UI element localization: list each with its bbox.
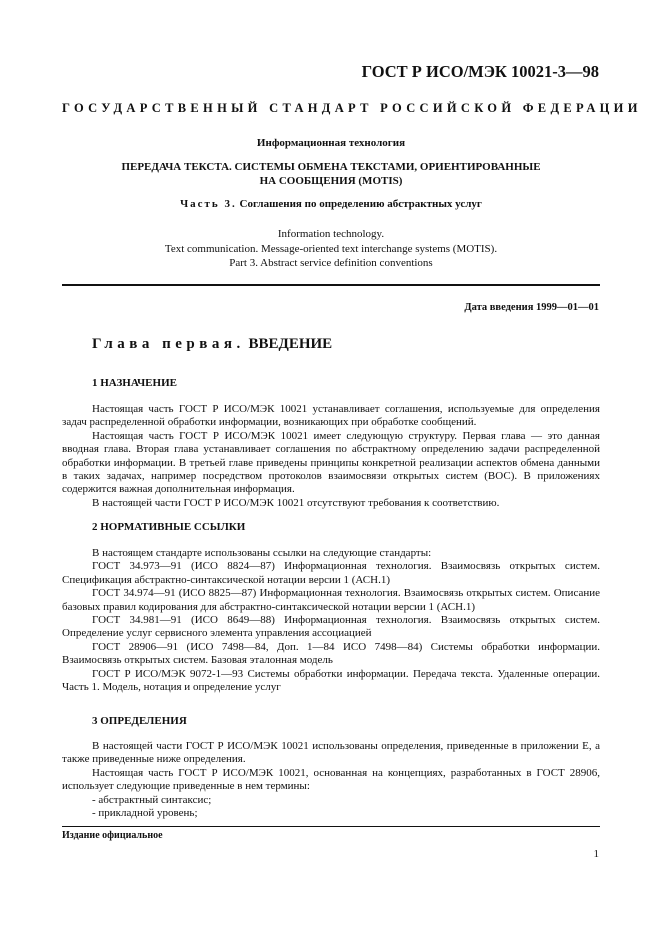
reference-item: ГОСТ 34.974—91 (ИСО 8825—87) Информационная технология. Взаимосвязь открытых систем. Описание базовых правил кодирования для абстрактно-синтаксической нотации версии 1 (АСН.1)	[62, 587, 600, 613]
section-3-body	[62, 740, 600, 820]
paragraph: Настоящая часть ГОСТ Р ИСО/МЭК 10021 устанавливает соглашения, используемые для определения задач распределенной обработки информации, возникающих при обработке сообщений.	[62, 403, 600, 429]
main-title-line-1: ПЕРЕДАЧА ТЕКСТА. СИСТЕМЫ ОБМЕНА ТЕКСТАМИ, ОРИЕНТИРОВАННЫЕ	[121, 161, 541, 173]
title-info-technology: Информационная технология	[256, 137, 406, 149]
part-word: Часть 3.	[180, 198, 237, 210]
chapter-word: Глава первая.	[92, 336, 245, 352]
reference-item: ГОСТ 28906—91 (ИСО 7498—84, Доп. 1—84 ИСО 7498—84) Системы обработки информации. Взаимосвязь открытых систем. Базовая эталонная модель	[62, 640, 600, 667]
official-edition-label: Издание официальное	[62, 830, 163, 841]
top-divider	[62, 284, 600, 286]
paragraph: Настоящая часть ГОСТ Р ИСО/МЭК 10021, основанная на концепциях, разработанных в ГОСТ 28906, использует следующие приведенные в нем термины:	[62, 766, 600, 793]
section-1-body	[62, 403, 600, 510]
page-number: 1	[593, 848, 599, 860]
section-1-heading: 1 НАЗНАЧЕНИЕ	[92, 377, 177, 389]
term-list-item: - абстрактный синтаксис;	[92, 793, 212, 806]
section-2-heading: 2 НОРМАТИВНЫЕ ССЫЛКИ	[92, 521, 246, 533]
english-title-line-2: Text communication. Message-oriented text interchange systems (MOTIS).	[164, 242, 498, 255]
bottom-divider	[62, 826, 600, 827]
english-title	[62, 227, 600, 271]
document-number: ГОСТ Р ИСО/МЭК 10021-3—98	[361, 62, 599, 81]
paragraph: Настоящая часть ГОСТ Р ИСО/МЭК 10021 имеет следующую структуру. Первая глава — это данная вводная глава. Вторая глава устанавливает соглашения по абстрактному определению задачи распределенной обработки информации. В третьей главе приведены принципы конкретной реализации аспектов обмена данными в таких задачах, например посредством протоколов взаимосвязи открытых систем (ВОС). В приложениях содержится важная дополнительная информация.	[62, 429, 600, 496]
chapter-title: ВВЕДЕНИЕ	[248, 336, 333, 352]
english-title-line-1: Information technology.	[277, 228, 385, 240]
state-standard-title: ГОСУДАРСТВЕННЫЙ СТАНДАРТ РОССИЙСКОЙ ФЕДЕРАЦИИ	[62, 101, 642, 115]
paragraph: В настоящей части ГОСТ Р ИСО/МЭК 10021 использованы определения, приведенные в приложении Е, а также приведенные ниже определения.	[62, 740, 600, 766]
paragraph: В настоящем стандарте использованы ссылки на следующие стандарты:	[92, 547, 432, 559]
paragraph: В настоящей части ГОСТ Р ИСО/МЭК 10021 отсутствуют требования к соответствию.	[92, 496, 500, 509]
reference-item: ГОСТ 34.981—91 (ИСО 8649—88) Информационная технология. Взаимосвязь открытых систем. Определение услуг сервисного элемента управления ассоциацией	[62, 614, 600, 640]
reference-item: ГОСТ Р ИСО/МЭК 9072-1—93 Системы обработки информации. Передача текста. Удаленные операции. Часть 1. Модель, нотация и определение услуг	[62, 667, 600, 694]
part-title	[62, 198, 600, 210]
term-list-item: - прикладной уровень;	[92, 807, 198, 820]
main-title	[62, 160, 600, 188]
main-title-line-2: НА СООБЩЕНИЯ (MOTIS)	[259, 175, 403, 187]
section-3-heading: 3 ОПРЕДЕЛЕНИЯ	[92, 715, 187, 727]
english-title-line-3: Part 3. Abstract service definition conventions	[229, 257, 433, 269]
reference-item: ГОСТ 34.973—91 (ИСО 8824—87) Информационная технология. Взаимосвязь открытых систем. Спецификация абстрактно-синтаксической нотации версии 1 (АСН.1)	[62, 560, 600, 586]
section-2-body	[62, 547, 600, 694]
chapter-heading	[92, 336, 332, 353]
introduction-date: Дата введения 1999—01—01	[464, 302, 599, 313]
part-title-text: Соглашения по определению абстрактных услуг	[239, 198, 482, 210]
